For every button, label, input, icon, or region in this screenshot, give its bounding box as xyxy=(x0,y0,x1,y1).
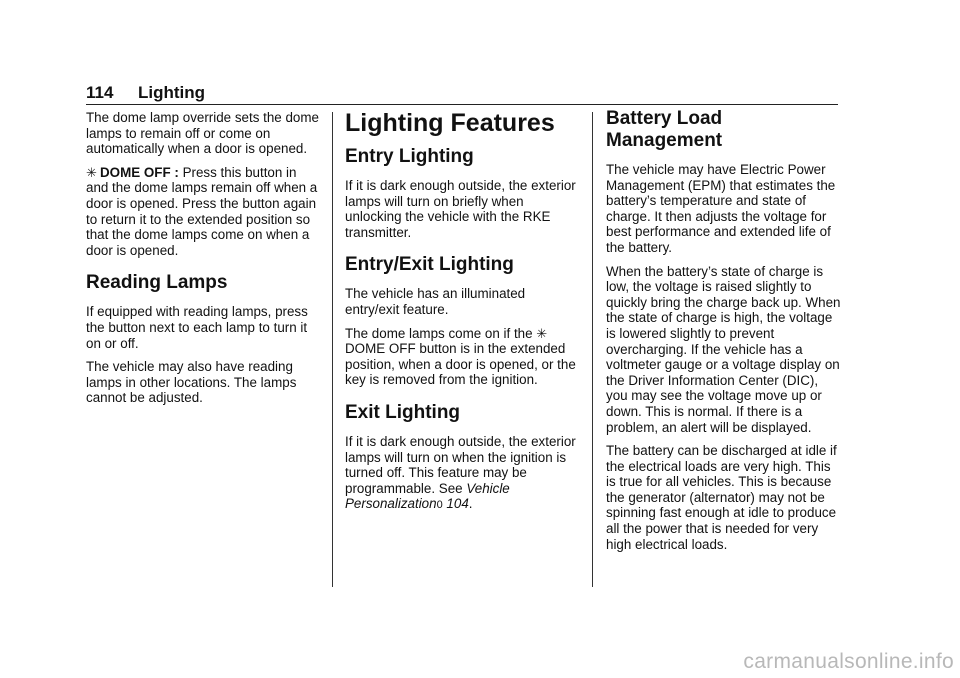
watermark: carmanualsonline.info xyxy=(743,650,954,673)
column-divider-2 xyxy=(592,112,593,587)
reading-lamps-paragraph-2: The vehicle may also have reading lamps in other locations. The lamps cannot be adjusted. xyxy=(86,359,297,406)
page-header xyxy=(86,82,838,105)
exit-lighting-paragraph xyxy=(345,434,581,514)
battery-paragraph-1: The vehicle may have Electric Power Management (EPM) that estimates the battery’s temperature and state of charge. It then adjusts the voltage for best performance and extended life of the battery. xyxy=(606,162,836,255)
battery-paragraph-2: When the battery’s state of charge is low, the voltage is raised slightly to quickly bring the charge back up. When the state of charge is high, the voltage is lowered slightly to prevent overcharging. If the vehicle has a voltmeter gauge or a voltage display on the Driver Information Center (DIC), you may see the voltage move up or down. This is normal. If there is a problem, an alert will be displayed. xyxy=(606,263,841,435)
column-2 xyxy=(345,108,581,522)
reading-lamps-heading: Reading Lamps xyxy=(86,272,228,294)
dome-lamp-icon: ✳ xyxy=(86,164,97,180)
vehicle-personalization-link[interactable]: Vehicle Personalization xyxy=(345,480,510,512)
dome-override-paragraph: The dome lamp override sets the dome lamps to remain off or come on automatically when a door is opened. xyxy=(86,110,319,157)
dome-off-label: DOME OFF : xyxy=(100,164,179,180)
dome-lamp-icon: ✳ xyxy=(536,325,548,341)
entry-exit-lighting-heading: Entry/Exit Lighting xyxy=(345,254,514,276)
entry-exit-text-a: The dome lamps come on if the xyxy=(345,325,537,341)
dome-off-paragraph xyxy=(86,165,322,259)
page-arrow-icon: 0 xyxy=(436,499,443,512)
xref-page-number[interactable]: 104 xyxy=(446,496,469,512)
entry-exit-paragraph-2 xyxy=(345,326,581,388)
column-3 xyxy=(606,108,842,560)
exit-lighting-heading: Exit Lighting xyxy=(345,401,461,423)
column-1 xyxy=(86,110,322,414)
section-title: Lighting xyxy=(138,83,206,102)
column-divider-1 xyxy=(332,112,333,587)
entry-exit-text-b: DOME OFF button is in the extended position, when a door is opened, or the key is removed from the ignition. xyxy=(345,341,576,388)
battery-paragraph-3: The battery can be discharged at idle if the electrical loads are very high. This is true for all vehicles. This is because the generator (alternator) may not be spinning fast enough at idle to produce all the power that is needed for very high electrical loads. xyxy=(606,443,837,552)
battery-load-heading: Battery Load Management xyxy=(606,108,723,151)
dome-off-text: Press this button in and the dome lamps remain off when a door is opened. Press the button again to return it to the extended position so that the dome lamps come on when a door is opened. xyxy=(86,164,318,258)
lighting-features-heading: Lighting Features xyxy=(345,109,555,137)
reading-lamps-paragraph-1: If equipped with reading lamps, press the button next to each lamp to turn it on or off. xyxy=(86,304,308,351)
entry-lighting-paragraph: If it is dark enough outside, the exterior lamps will turn on briefly when unlocking the vehicle with the RKE transmitter. xyxy=(345,178,576,240)
exit-text: If it is dark enough outside, the exterior lamps will turn on when the ignition is turned off. This feature may be programmable. See xyxy=(345,433,576,496)
page-number: 114 xyxy=(86,83,114,102)
entry-exit-paragraph-1: The vehicle has an illuminated entry/exit feature. xyxy=(345,286,526,317)
entry-lighting-heading: Entry Lighting xyxy=(345,146,474,167)
exit-period: . xyxy=(468,496,473,512)
